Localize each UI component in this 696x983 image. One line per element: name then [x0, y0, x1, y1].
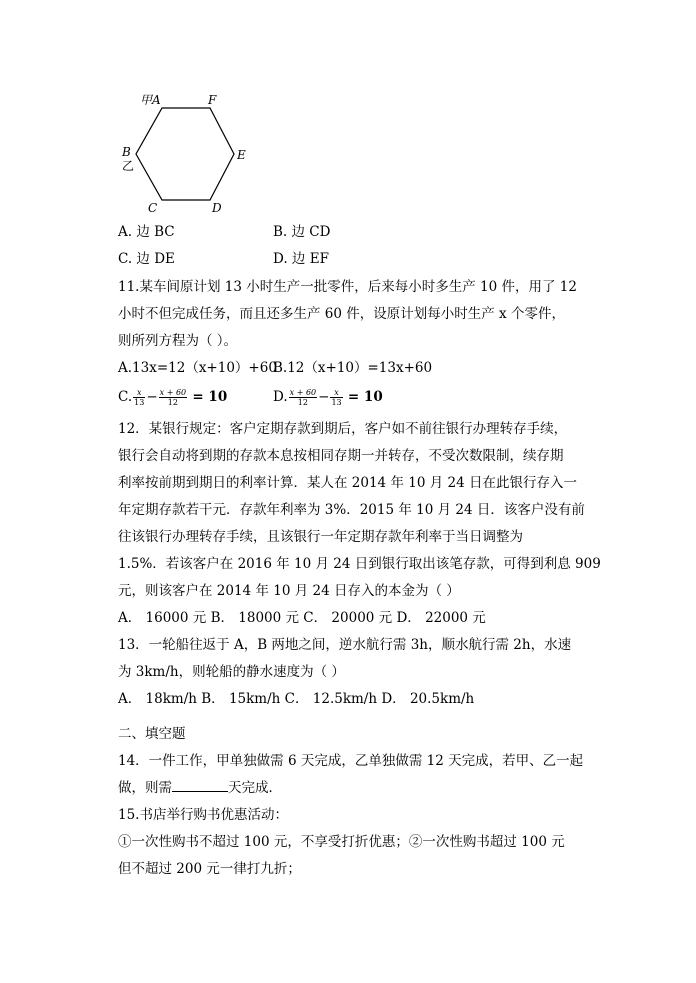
q11-option-d-fraction2	[330, 388, 342, 407]
label-C: C	[148, 201, 158, 215]
q15-line1: 15.书店举行购书优惠活动：	[118, 807, 288, 823]
q11-option-b: B.12（x+10）=13x+60	[273, 360, 433, 376]
fraction-numerator: x	[133, 388, 145, 398]
fraction-denominator: 12	[167, 398, 178, 407]
q11-option-c-prefix: C.	[118, 389, 133, 405]
label-D: D	[212, 201, 222, 215]
q10-option-c: C. 边 DE	[118, 251, 175, 267]
q14-line1: 14．一件工作，甲单独做需 6 天完成，乙单独做需 12 天完成，若甲、乙一起	[118, 753, 584, 769]
q12-options: A． 16000 元 B． 18000 元 C． 20000 元 D． 22000 元	[118, 610, 486, 626]
q12-line5: 往该银行办理转存手续，且该银行一年定期存款年利率于当日调整为	[118, 529, 523, 545]
fraction-denominator: 13	[134, 398, 145, 407]
q11-option-d	[273, 384, 383, 410]
q11-line1: 11.某车间原计划 13 小时生产一批零件，后来每小时多生产 10 件，用了 12	[118, 279, 577, 295]
q14-text-post: 天完成．	[228, 780, 282, 796]
minus-sign: −	[146, 389, 158, 405]
q10-option-b: B. 边 CD	[273, 224, 331, 240]
q14-text-pre: 做，则需	[118, 780, 172, 796]
label-F: F	[208, 93, 217, 107]
section-title: 二、填空题	[118, 726, 186, 742]
q15-line3: 但不超过 200 元一律打九折；	[118, 861, 301, 877]
q12-line2: 银行会自动将到期的存款本息按相同存期一并转存，不受次数限制，续存期	[118, 448, 564, 464]
q13-line1: 13．一轮船往返于 A，B 两地之间，逆水航行需 3h，顺水航行需 2h，水速	[118, 637, 572, 653]
fraction-numerator: x + 60	[159, 388, 187, 397]
fraction-numerator: x	[330, 388, 342, 398]
equals-rhs: = 10	[192, 389, 228, 405]
fraction-numerator: x + 60	[289, 388, 317, 397]
q12-line6: 1.5%．若该客户在 2016 年 10 月 24 日到银行取出该笔存款，可得到利息 909	[118, 556, 601, 572]
q11-option-c	[118, 389, 227, 405]
q10-options-row1	[118, 223, 331, 241]
q12-line1: 12．某银行规定：客户定期存款到期后，客户如不前往银行办理转存手续，	[118, 421, 568, 437]
q13-options: A． 18km/h B． 15km/h C． 12.5km/h D． 20.5km/h	[118, 691, 475, 707]
label-B: B	[122, 145, 131, 159]
q10-option-a: A. 边 BC	[118, 224, 175, 240]
q11-option-d-fraction1	[289, 388, 317, 407]
q15-line2: ①一次性购书不超过 100 元，不享受打折优惠；②一次性购书超过 100 元	[118, 834, 565, 850]
q12-line4: 年定期存款若干元．存款年利率为 3%．2015 年 10 月 24 日．该客户没有前	[118, 502, 585, 518]
q11-options-ab	[118, 359, 433, 377]
label-A: 甲A	[140, 93, 161, 107]
label-yi: 乙	[122, 159, 135, 173]
hexagon-shape	[136, 108, 234, 200]
minus-sign: −	[318, 389, 330, 405]
q12-line3: 利率按前期到期日的利率计算．某人在 2014 年 10 月 24 日在此银行存入一	[118, 475, 577, 491]
q13-line2: 为 3km/h，则轮船的静水速度为（ ）	[118, 664, 345, 680]
label-E: E	[237, 148, 246, 162]
q14-line2	[118, 779, 282, 797]
q10-options-row2	[118, 250, 329, 268]
q11-option-c-fraction2	[159, 388, 187, 407]
q11-line2: 小时不但完成任务，而且还多生产 60 件，设原计划每小时生产 x 个零件，	[118, 306, 565, 322]
q11-option-a: A.13x=12（x+10）+60	[118, 360, 277, 376]
q12-line7: 元，则该客户在 2014 年 10 月 24 日存入的本金为（ ）	[118, 583, 460, 599]
q11-options-cd	[118, 384, 383, 410]
q14-answer-blank[interactable]	[172, 779, 228, 792]
fraction-denominator: 12	[297, 398, 308, 407]
fraction-denominator: 13	[331, 398, 342, 407]
hexagon-figure	[112, 86, 262, 216]
q11-option-d-prefix: D.	[273, 389, 288, 405]
q10-option-d: D. 边 EF	[273, 251, 329, 267]
equals-rhs: = 10	[347, 389, 383, 405]
q11-option-c-fraction1	[133, 388, 145, 407]
q11-line3: 则所列方程为（ ）。	[118, 333, 238, 349]
